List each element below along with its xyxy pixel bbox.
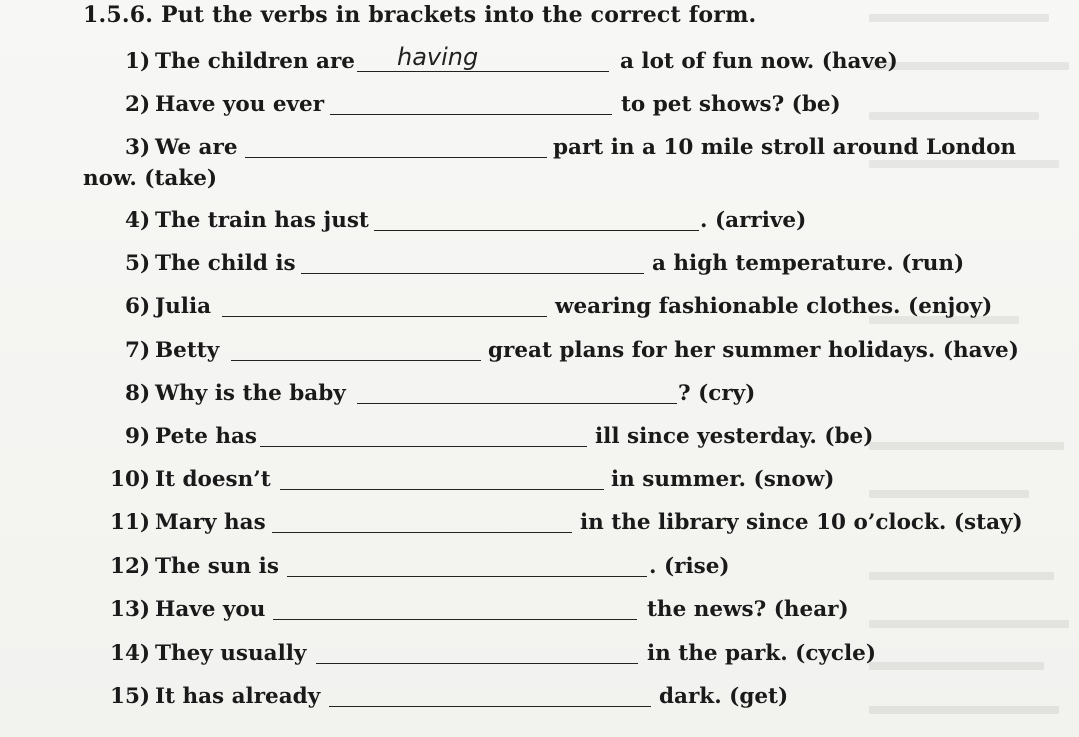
item-number: 2) bbox=[125, 92, 151, 117]
answer-blank[interactable] bbox=[329, 706, 651, 707]
exercise-item-3 bbox=[0, 135, 1079, 163]
item-text-after: a high temperature. (run) bbox=[652, 251, 965, 276]
item-text-after: ill since yesterday. (be) bbox=[595, 424, 874, 449]
answer-blank[interactable] bbox=[357, 403, 677, 404]
item-number: 8) bbox=[125, 381, 151, 406]
item-text-before: Mary has bbox=[155, 510, 266, 535]
exercise-item-3-continuation bbox=[0, 166, 1079, 194]
exercise-item-4 bbox=[0, 208, 1079, 236]
item-text-after: wearing fashionable clothes. (enjoy) bbox=[555, 294, 993, 319]
exercise-item-9 bbox=[0, 424, 1079, 452]
answer-blank[interactable] bbox=[273, 619, 637, 620]
item-text-after: dark. (get) bbox=[659, 684, 789, 709]
exercise-item-11 bbox=[0, 510, 1079, 538]
exercise-item-2 bbox=[0, 92, 1079, 120]
item-number: 11) bbox=[110, 510, 151, 535]
item-number: 10) bbox=[110, 467, 151, 492]
answer-blank[interactable] bbox=[272, 532, 572, 533]
item-text-before: Julia bbox=[155, 294, 212, 319]
item-text-before: Have you bbox=[155, 597, 266, 622]
item-number: 7) bbox=[125, 338, 151, 363]
item-text-after: in summer. (snow) bbox=[611, 467, 835, 492]
item-text-after: a lot of fun now. (have) bbox=[620, 49, 898, 74]
item-number: 4) bbox=[125, 208, 151, 233]
item-text-before: Why is the baby bbox=[155, 381, 346, 406]
handwritten-answer: having bbox=[397, 43, 479, 71]
answer-blank[interactable] bbox=[231, 360, 481, 361]
exercise-item-15 bbox=[0, 684, 1079, 712]
answer-blank[interactable] bbox=[245, 157, 547, 158]
item-number: 1) bbox=[125, 49, 151, 74]
exercise-item-12 bbox=[0, 554, 1079, 582]
exercise-item-10 bbox=[0, 467, 1079, 495]
answer-blank[interactable] bbox=[260, 446, 587, 447]
item-text-after: in the library since 10 o’clock. (stay) bbox=[580, 510, 1023, 535]
item-number: 3) bbox=[125, 135, 151, 160]
item-text-after: part in a 10 mile stroll around London bbox=[553, 135, 1017, 160]
item-text-after: in the park. (cycle) bbox=[647, 641, 877, 666]
item-text-before: It doesn’t bbox=[155, 467, 271, 492]
item-text-before: They usually bbox=[155, 641, 307, 666]
exercise-title: 1.5.6. Put the verbs in brackets into the correct form. bbox=[83, 2, 757, 28]
item-text-after: to pet shows? (be) bbox=[621, 92, 841, 117]
item-number: 12) bbox=[110, 554, 151, 579]
item-number: 13) bbox=[110, 597, 151, 622]
exercise-item-13 bbox=[0, 597, 1079, 625]
item-number: 9) bbox=[125, 424, 151, 449]
item-text-before: Betty bbox=[155, 338, 220, 363]
item-text-before: The train has just bbox=[155, 208, 369, 233]
item-text-after: great plans for her summer holidays. (have) bbox=[488, 338, 1019, 363]
item-text-before: We are bbox=[155, 135, 238, 160]
item-text-after: . (arrive) bbox=[700, 208, 807, 233]
item-text-after: the news? (hear) bbox=[647, 597, 849, 622]
item-text-continuation: now. (take) bbox=[83, 166, 218, 191]
answer-blank[interactable] bbox=[222, 316, 547, 317]
item-text-after: ? (cry) bbox=[678, 381, 756, 406]
item-text-before: It has already bbox=[155, 684, 321, 709]
exercise-item-5 bbox=[0, 251, 1079, 279]
item-number: 5) bbox=[125, 251, 151, 276]
answer-blank[interactable] bbox=[374, 230, 699, 231]
exercise-item-8 bbox=[0, 381, 1079, 409]
answer-blank[interactable] bbox=[357, 71, 609, 72]
item-text-before: Pete has bbox=[155, 424, 258, 449]
answer-blank[interactable] bbox=[330, 114, 612, 115]
item-number: 14) bbox=[110, 641, 151, 666]
item-text-before: The sun is bbox=[155, 554, 279, 579]
item-number: 15) bbox=[110, 684, 151, 709]
item-text-before: The child is bbox=[155, 251, 296, 276]
item-text-after: . (rise) bbox=[649, 554, 730, 579]
answer-blank[interactable] bbox=[287, 576, 647, 577]
exercise-item-1 bbox=[0, 43, 1079, 77]
exercise-item-14 bbox=[0, 641, 1079, 669]
item-text-before: Have you ever bbox=[155, 92, 325, 117]
answer-blank[interactable] bbox=[316, 663, 638, 664]
item-number: 6) bbox=[125, 294, 151, 319]
answer-blank[interactable] bbox=[301, 273, 644, 274]
answer-blank[interactable] bbox=[280, 489, 604, 490]
exercise-item-7 bbox=[0, 338, 1079, 366]
item-text-before: The children are bbox=[155, 49, 355, 74]
exercise-item-6 bbox=[0, 294, 1079, 322]
